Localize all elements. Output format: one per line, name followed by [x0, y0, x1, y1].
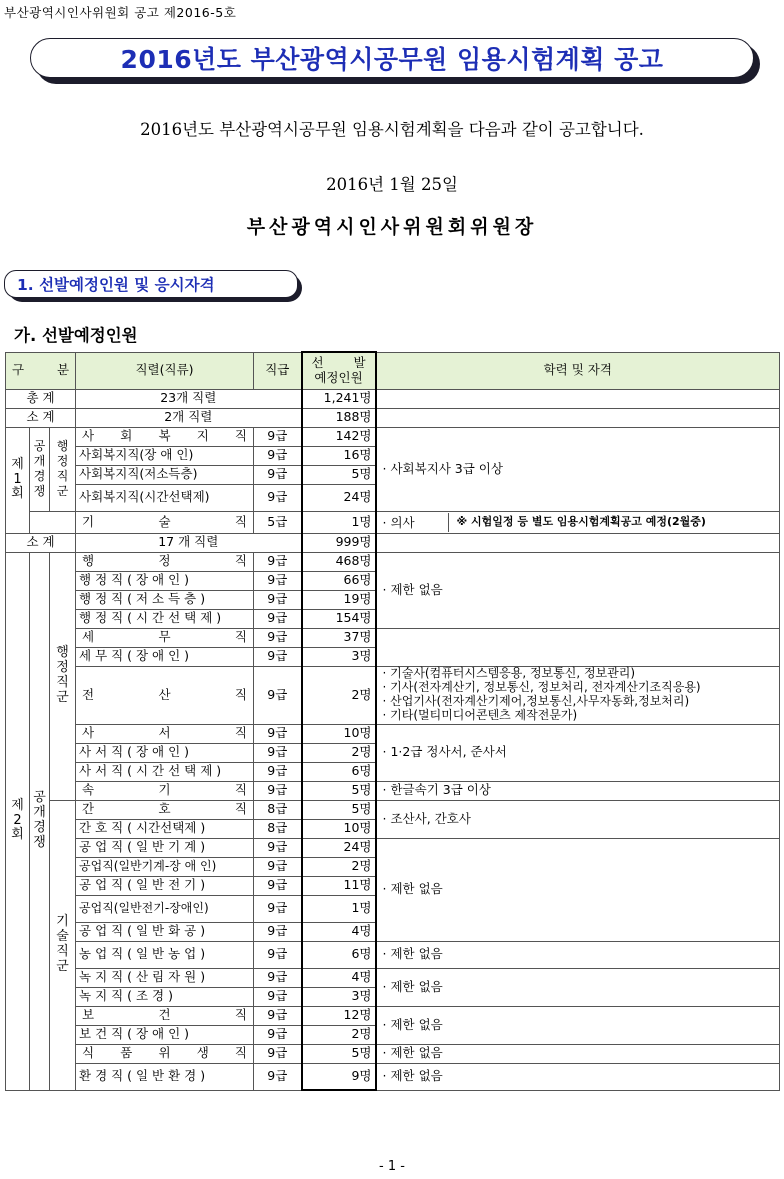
r1-subtotal-jik: 2개 직렬 — [76, 408, 302, 427]
r2-count: 1명 — [302, 895, 376, 922]
r2-nongup-qual: · 제한 없음 — [376, 941, 780, 968]
page-title: 2016년도 부산광역시공무원 임용시험계획 공고 — [120, 45, 664, 74]
r2-round-cell: 제 2 회 — [6, 552, 30, 1090]
header-count — [302, 352, 376, 389]
r2-jik: 행 정 직 ( 시 간 선 택 제 ) — [76, 609, 254, 628]
r2-grade: 9급 — [254, 1063, 302, 1090]
header-jikryeol: 직렬(직류) — [76, 352, 254, 389]
r2-count: 2명 — [302, 1025, 376, 1044]
r2-grade: 9급 — [254, 552, 302, 571]
title-banner — [30, 38, 760, 84]
r2-count: 154명 — [302, 609, 376, 628]
r2-count: 6명 — [302, 941, 376, 968]
r2-sikpum-qual: · 제한 없음 — [376, 1044, 780, 1063]
r2-jik: 사 서 직 — [76, 724, 254, 743]
r2-count: 4명 — [302, 922, 376, 941]
total-jik: 23개 직렬 — [76, 389, 302, 408]
table-row — [6, 968, 780, 987]
header-jikgeup: 직급 — [254, 352, 302, 389]
header-gubun: 구 분 — [6, 352, 76, 389]
r2-count: 468명 — [302, 552, 376, 571]
subsection-title: 가. 선발예정인원 — [14, 326, 138, 345]
r2-subtotal-row — [6, 533, 780, 552]
jeonsan-qual-line: · 기타(멀티미디어콘텐츠 제작전문가) — [382, 707, 578, 722]
table-row — [6, 1063, 780, 1090]
r2-count: 66명 — [302, 571, 376, 590]
r1-subtotal-label: 소 계 — [6, 408, 76, 427]
r2-admin-qual: · 제한 없음 — [376, 552, 780, 628]
r1-group-cell: 행 정 직 군 — [50, 427, 76, 511]
r2-grade: 9급 — [254, 857, 302, 876]
title-banner-face — [30, 38, 754, 78]
r2-jik: 공업직(일반기계-장 애 인) — [76, 857, 254, 876]
r2-gongup-qual: · 제한 없음 — [376, 838, 780, 941]
total-qual — [376, 389, 780, 408]
r2-grade: 9급 — [254, 762, 302, 781]
table-header-row — [6, 352, 780, 389]
r2-grade: 9급 — [254, 941, 302, 968]
r2-grade: 9급 — [254, 647, 302, 666]
r1-gisul-grade: 5급 — [254, 511, 302, 533]
r2-grade: 9급 — [254, 666, 302, 724]
r2-count: 9명 — [302, 1063, 376, 1090]
r2-grade: 9급 — [254, 628, 302, 647]
r2-grade: 9급 — [254, 895, 302, 922]
table-row — [6, 724, 780, 743]
header-count-line2: 예정인원 — [314, 369, 363, 385]
r2-grade: 9급 — [254, 724, 302, 743]
r2-jik: 녹 지 직 ( 산 림 자 원 ) — [76, 968, 254, 987]
jeonsan-qual-line: · 산업기사(전자계산기제어,정보통신,사무자동화,정보처리) — [382, 694, 690, 708]
r2-count: 10명 — [302, 724, 376, 743]
r2-grade: 9급 — [254, 987, 302, 1006]
r2-jik: 공 업 직 ( 일 반 기 계 ) — [76, 838, 254, 857]
r2-jik: 행 정 직 — [76, 552, 254, 571]
r2-jik: 공 업 직 ( 일 반 전 기 ) — [76, 876, 254, 895]
r2-count: 24명 — [302, 838, 376, 857]
r2-jik: 사 서 직 ( 장 애 인 ) — [76, 743, 254, 762]
table-row — [6, 666, 780, 724]
r2-jik: 전 산 직 — [76, 666, 254, 724]
r1-subtotal-qual — [376, 408, 780, 427]
r2-jik: 공업직(일반전기-장애인) — [76, 895, 254, 922]
table-row — [6, 427, 780, 446]
r1-gisul-count: 1명 — [302, 511, 376, 533]
r2-jik: 세 무 직 — [76, 628, 254, 647]
announcement-date: 2016년 1월 25일 — [326, 175, 458, 194]
r1-count: 24명 — [302, 484, 376, 511]
r2-jik: 속 기 직 — [76, 781, 254, 800]
r2-subtotal-count: 999명 — [302, 533, 376, 552]
r2-count: 5명 — [302, 781, 376, 800]
table-row — [6, 628, 780, 647]
r2-grade: 9급 — [254, 876, 302, 895]
r2-semu-qual — [376, 628, 780, 666]
r1-grade: 9급 — [254, 446, 302, 465]
jeonsan-qual-line: · 기사(전자계산기, 정보통신, 정보처리, 전자계산기조직응용) — [382, 680, 701, 695]
r2-grade: 8급 — [254, 819, 302, 838]
total-row — [6, 389, 780, 408]
r2-subtotal-qual — [376, 533, 780, 552]
r2-ganho-qual: · 조산사, 간호사 — [376, 800, 780, 838]
r1-jik: 사 회 복 지 직 — [76, 427, 254, 446]
table-row — [6, 1044, 780, 1063]
table-row — [6, 800, 780, 819]
total-label: 총 계 — [6, 389, 76, 408]
r2-count: 5명 — [302, 800, 376, 819]
r1-round-cell: 제 1 회 — [6, 427, 30, 533]
r2-jik: 간 호 직 ( 시간선택제 ) — [76, 819, 254, 838]
r2-grade: 9급 — [254, 743, 302, 762]
r2-count: 2명 — [302, 857, 376, 876]
intro-text: 2016년도 부산광역시공무원 임용시험계획을 다음과 같이 공고합니다. — [140, 120, 644, 139]
r2-jik: 사 서 직 ( 시 간 선 택 제 ) — [76, 762, 254, 781]
r2-grade: 9급 — [254, 1025, 302, 1044]
r2-jik: 세 무 직 ( 장 애 인 ) — [76, 647, 254, 666]
header-count-line1: 선 발 — [311, 355, 366, 371]
r2-subtotal-label: 소 계 — [6, 533, 76, 552]
r2-count: 10명 — [302, 819, 376, 838]
r2-count: 3명 — [302, 987, 376, 1006]
r2-jik: 보 건 직 — [76, 1006, 254, 1025]
document-id: 부산광역시인사위원회 공고 제2016-5호 — [4, 5, 237, 20]
section-banner-face — [4, 270, 298, 298]
table-row — [6, 781, 780, 800]
table-row — [6, 838, 780, 857]
r1-count: 5명 — [302, 465, 376, 484]
r1-subtotal-count: 188명 — [302, 408, 376, 427]
r2-admin-group-cell: 행 정 직 군 — [50, 552, 76, 800]
r1-gisul-blank — [30, 511, 76, 533]
r1-subtotal-row — [6, 408, 780, 427]
table-row — [6, 511, 780, 533]
r2-jik: 식 품 위 생 직 — [76, 1044, 254, 1063]
r2-grade: 9급 — [254, 781, 302, 800]
r2-tech-group-cell: 기 술 직 군 — [50, 800, 76, 1090]
r2-bogeon-qual: · 제한 없음 — [376, 1006, 780, 1044]
r2-grade: 9급 — [254, 571, 302, 590]
r2-jik: 농 업 직 ( 일 반 농 업 ) — [76, 941, 254, 968]
r2-count: 2명 — [302, 743, 376, 762]
section-title: 1. 선발예정인원 및 응시자격 — [17, 276, 215, 294]
r2-jik: 보 건 직 ( 장 애 인 ) — [76, 1025, 254, 1044]
r2-count: 11명 — [302, 876, 376, 895]
r2-grade: 9급 — [254, 1044, 302, 1063]
table-row — [6, 1006, 780, 1025]
table-row — [6, 941, 780, 968]
r2-nokji-qual: · 제한 없음 — [376, 968, 780, 1006]
r1-gisul-qual: · 의사 — [377, 513, 449, 532]
r2-sokgi-qual: · 한글속기 3급 이상 — [376, 781, 780, 800]
r1-type-cell: 공 개 경 쟁 — [30, 427, 50, 511]
r2-jeonsan-qual — [376, 666, 780, 724]
r1-gisul-qual-cell — [376, 511, 780, 533]
r1-gisul-note: ※ 시험일정 등 별도 임용시험계획공고 예정(2월중) — [456, 514, 706, 528]
r1-jik: 사회복지직(저소득층) — [76, 465, 254, 484]
r1-jik: 사회복지직(시간선택제) — [76, 484, 254, 511]
r1-grade: 9급 — [254, 484, 302, 511]
r2-jik: 간 호 직 — [76, 800, 254, 819]
r2-type-cell: 공 개 경 쟁 — [30, 552, 50, 1090]
r1-count: 16명 — [302, 446, 376, 465]
r2-jik: 행 정 직 ( 저 소 득 층 ) — [76, 590, 254, 609]
page-number: - 1 - — [379, 1159, 405, 1174]
r2-grade: 8급 — [254, 800, 302, 819]
r2-grade: 9급 — [254, 968, 302, 987]
table-row — [6, 552, 780, 571]
r1-gisul-qual-wrap — [377, 512, 780, 533]
r2-count: 2명 — [302, 666, 376, 724]
r2-grade: 9급 — [254, 922, 302, 941]
r2-jik: 환 경 직 ( 일 반 환 경 ) — [76, 1063, 254, 1090]
r2-count: 5명 — [302, 1044, 376, 1063]
r2-grade: 9급 — [254, 609, 302, 628]
r2-count: 19명 — [302, 590, 376, 609]
r2-count: 12명 — [302, 1006, 376, 1025]
r1-qual: · 사회복지사 3급 이상 — [376, 427, 780, 511]
jeonsan-qual-line: · 기술사(컴퓨터시스템응용, 정보통신, 정보관리) — [382, 666, 636, 681]
r1-count: 142명 — [302, 427, 376, 446]
r2-jik: 공 업 직 ( 일 반 화 공 ) — [76, 922, 254, 941]
r2-grade: 9급 — [254, 590, 302, 609]
r2-saseo-qual: · 1·2급 정사서, 준사서 — [376, 724, 780, 781]
r1-jik: 사회복지직(장 애 인) — [76, 446, 254, 465]
issuer: 부산광역시인사위원회위원장 — [246, 216, 538, 238]
r2-subtotal-jik: 17 개 직렬 — [76, 533, 302, 552]
r2-grade: 9급 — [254, 1006, 302, 1025]
r2-jik: 행 정 직 ( 장 애 인 ) — [76, 571, 254, 590]
r2-jik: 녹 지 직 ( 조 경 ) — [76, 987, 254, 1006]
total-count: 1,241명 — [302, 389, 376, 408]
r2-count: 37명 — [302, 628, 376, 647]
r1-grade: 9급 — [254, 427, 302, 446]
r2-count: 6명 — [302, 762, 376, 781]
header-qual: 학력 및 자격 — [376, 352, 780, 389]
r2-count: 4명 — [302, 968, 376, 987]
recruitment-table — [5, 351, 780, 1091]
r2-count: 3명 — [302, 647, 376, 666]
r2-grade: 9급 — [254, 838, 302, 857]
section-banner — [4, 270, 302, 302]
r1-grade: 9급 — [254, 465, 302, 484]
r1-gisul-jik: 기 술 직 — [76, 511, 254, 533]
r2-hwangyeong-qual: · 제한 없음 — [376, 1063, 780, 1090]
